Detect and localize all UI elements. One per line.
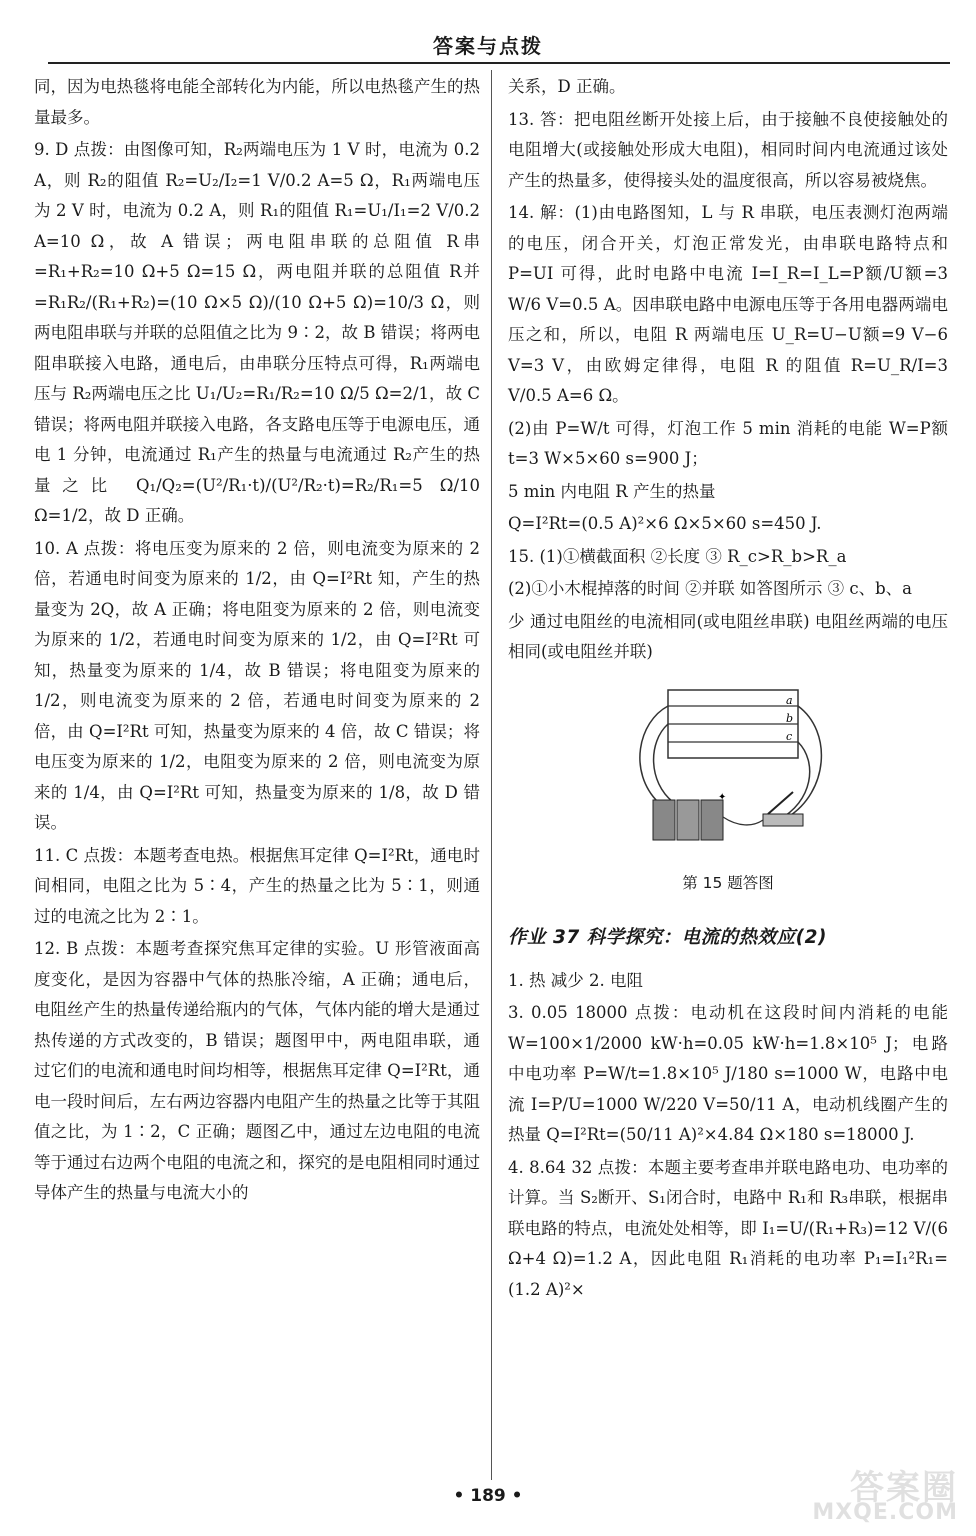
answer-14-part2: (2)由 P=W/t 可得，灯泡工作 5 min 消耗的电能 W=P额 t=3 W×5×60 s=900 J； [508,418,948,468]
figure-caption: 第 15 题答图 [682,873,774,892]
left-column [34,72,480,1209]
answer-10: 10. A 点拨：将电压变为原来的 2 倍，则电流变为原来的 2 倍，若通电时间变为原来的 1/2，由 Q=I²Rt 知，产生的热量变为 2Q，故 A 正确；将电阻变为原来的 2 倍，则电流变为原来的 1/2，若通电时间变为原来的 1/2，由 Q=I²Rt 可知，热量变为原来的 1/4，故 B 错误；将电阻变为原来的 1/2，则电流变为原来的 2 倍，若通电时间变为原来的 2 倍，由 Q=I²Rt 可知，热量变为原来的 4 倍，故 C 错误；将电压变为原来的 1/2，电阻变为原来的 2 倍，则电流变为原来的 1/4，由 Q=I²Rt 可知，热量变为原来的 1/8，故 D 错误。 [34,538,480,832]
answer-14-part1: 14. 解：(1)由电路图知，L 与 R 串联，电压表测灯泡两端的电压，闭合开关，灯泡正常发光，由串联电路特点和 P=UI 可得，此时电路中电流 I=I_R=I_L=P额/U额=3 W/6 V=0.5 A。因串联电路中电源电压等于各用电器两端电压之和，所以，电阻 R 两端电压 U_R=U−U额=9 V−6 V=3 V，由欧姆定律得，电阻 R 的阻值 R=U_R/I=3 V/0.5 A=6 Ω。 [508,203,948,405]
header-rule [48,62,950,64]
circuit-diagram-icon [628,682,838,862]
watermark-url: MXQE.COM [812,1500,958,1525]
answer-14-part4: Q=I²Rt=(0.5 A)²×6 Ω×5×60 s=450 J. [508,514,822,533]
circuit-figure [508,676,948,866]
column-divider [491,70,492,1480]
figure-label-b: b [786,711,794,725]
answer-15-part3: 少 通过电阻丝的电流相同(或电阻丝串联) 电阻丝两端的电压相同(或电阻丝并联) [508,611,948,661]
watermark-text: 答案圈 [850,1468,958,1508]
answer-11: 11. C 点拨：本题考查电热。根据焦耳定律 Q=I²Rt，通电时间相同，电阻之比为 5∶4，产生的热量之比为 5∶1，则通过的电流之比为 2∶1。 [34,845,480,926]
hw37-answer-4: 4. 8.64 32 点拨：本题主要考查串并联电路电功、电功率的计算。当 S₂断开、S₁闭合时，电路中 R₁和 R₃串联，根据串联电路的特点，电流处处相等，即 I₁=U/(R₁+R₃)=12 V/(6 Ω+4 Ω)=1.2 A，因此电阻 R₁消耗的电功率 P₁=I₁²R₁=(1.2 A)²× [508,1157,948,1299]
answer-paragraph: 同，因为电热毯将电能全部转化为内能，所以电热毯产生的热量最多。 [34,77,480,127]
header-title: 答案与点拨 [433,34,543,58]
answer-13: 13. 答：把电阻丝断开处接上后，由于接触不良使接触处的电阻增大(或接触处形成大电阻)，相同时间内电流通过该处产生的热量多，使得接头处的温度很高，所以容易被烧焦。 [508,109,948,190]
answer-12-continued: 关系，D 正确。 [508,77,626,96]
right-column [508,72,948,1305]
svg-text:✦: ✦ [718,791,727,803]
page-header [0,0,976,66]
answer-15-part1: 15. (1)①横截面积 ②长度 ③ R_c>R_b>R_a [508,546,847,566]
answer-15-part2: (2)①小木棍掉落的时间 ②并联 如答图所示 ③ c、b、a [508,579,912,598]
watermark-logo [812,1460,968,1528]
hw37-answer-3: 3. 0.05 18000 点拨：电动机在这段时间内消耗的电能 W=100×1/2000 kW·h=0.05 kW·h=1.8×10⁵ J；电路中电功率 P=W/t=1.8×10⁵ J/180 s=1000 W，电路中电流 I=P/U=1000 W/220 V=50/11 A，电动机线圈产生的热量 Q=I²Rt=(50/11 A)²×4.84 Ω×180 s=18000 J. [508,1003,948,1144]
answer-9: 9. D 点拨：由图像可知，R₂两端电压为 1 V 时，电流为 0.2 A，则 R₂的阻值 R₂=U₂/I₂=1 V/0.2 A=5 Ω，R₁两端电压为 2 V 时，电流为 0.2 A，则 R₁的阻值 R₁=U₁/I₁=2 V/0.2 A=10 Ω，故 A 错误；两电阻串联的总阻值 R串=R₁+R₂=10 Ω+5 Ω=15 Ω，两电阻并联的总阻值 R并=R₁R₂/(R₁+R₂)=(10 Ω×5 Ω)/(10 Ω+5 Ω)=10/3 Ω，则两电阻串联与并联的总阻值之比为 9∶2，故 B 错误；将两电阻串联接入电路，通电后，由串联分压特点可得，R₁两端电压与 R₂两端电压之比 U₁/U₂=R₁/R₂=10 Ω/5 Ω=2/1，故 C 错误；将两电阻并联接入电路，各支路电压等于电源电压，通电 1 分钟，电流通过 R₁产生的热量与电流通过 R₂产生的热量之比 Q₁/Q₂=(U²/R₁·t)/(U²/R₂·t)=R₂/R₁=5 Ω/10 Ω=1/2，故 D 正确。 [34,140,480,525]
answer-14-part3: 5 min 内电阻 R 产生的热量 [508,481,716,501]
hw37-answer-1-2: 1. 热 减少 2. 电阻 [508,970,643,990]
section-heading: 作业 37 科学探究：电流的热效应(2) [508,926,827,948]
answer-12: 12. B 点拨：本题考查探究焦耳定律的实验。U 形管液面高度变化，是因为容器中气体的热胀冷缩，A 正确；通电后，电阻丝产生的热量传递给瓶内的气体，气体内能的增大是通过热传递的方式改变的，B 错误；题图甲中，两电阻串联，通过它们的电流和通电时间均相等，根据焦耳定律 Q=I²Rt，通电一段时间后，左右两边容器内电阻产生的热量之比等于其阻值之比，为 1∶2，C 正确；题图乙中，通过左边电阻的电流等于通过右边两个电阻的电流之和，探究的是电阻相同时通过导体产生的热量与电流大小的 [34,939,480,1202]
figure-label-c: c [786,729,793,743]
figure-label-a: a [786,693,793,707]
page-number: • 189 • [453,1486,523,1506]
